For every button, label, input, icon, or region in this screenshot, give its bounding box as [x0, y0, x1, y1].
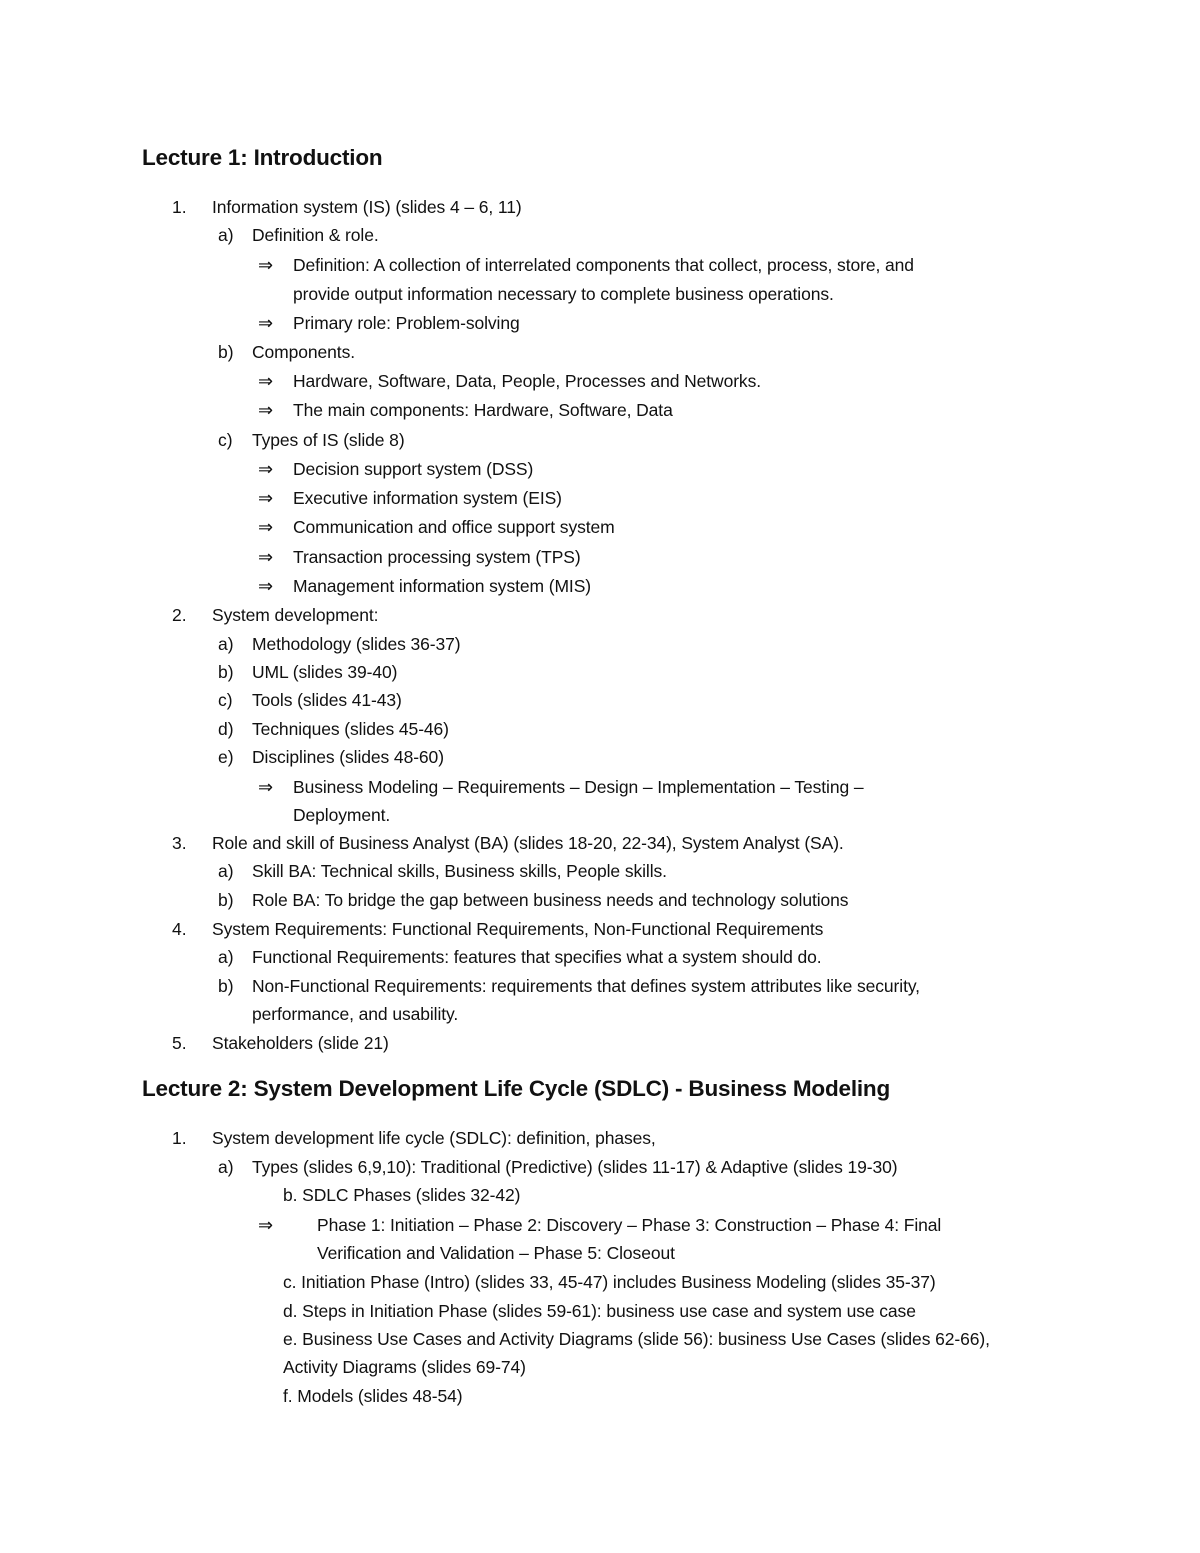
list-item-text: Functional Requirements: features that specifies what a system should do. [252, 947, 822, 967]
list-item-text: Decision support system (DSS) [293, 459, 534, 479]
list-item-text: Transaction processing system (TPS) [293, 547, 581, 567]
list-item-text: Primary role: Problem-solving [293, 313, 520, 333]
list-item-text: performance, and usability. [252, 1004, 459, 1024]
list-item-text: Role BA: To bridge the gap between business needs and technology solutions [252, 890, 849, 910]
item-letter: a) [218, 225, 234, 245]
list-item-text: c. Initiation Phase (Intro) (slides 33, 45-47) includes Business Modeling (slides 35-37) [283, 1272, 936, 1292]
arrow-icon: ⇒ [258, 777, 274, 797]
arrow-icon: ⇒ [258, 255, 274, 275]
list-item-text: d. Steps in Initiation Phase (slides 59-61): business use case and system use case [283, 1301, 916, 1321]
list-item-text: e. Business Use Cases and Activity Diagrams (slide 56): business Use Cases (slides 62-66), [283, 1329, 990, 1349]
item-letter: a) [218, 861, 234, 881]
arrow-icon: ⇒ [258, 313, 274, 333]
item-number: 4. [172, 919, 187, 939]
list-item-text: The main components: Hardware, Software, Data [293, 400, 673, 420]
item-letter: c) [218, 430, 233, 450]
lecture-2-heading: Lecture 2: System Development Life Cycle (SDLC) - Business Modeling [142, 1076, 891, 1101]
arrow-icon: ⇒ [258, 547, 274, 567]
item-number: 5. [172, 1033, 187, 1053]
item-letter: a) [218, 947, 234, 967]
list-item-text: Stakeholders (slide 21) [212, 1033, 389, 1053]
list-item-text: Non-Functional Requirements: requirements that defines system attributes like security, [252, 976, 920, 996]
list-item-text: f. Models (slides 48-54) [283, 1386, 463, 1406]
list-item-text: Hardware, Software, Data, People, Processes and Networks. [293, 371, 761, 391]
list-item-text: Deployment. [293, 805, 391, 825]
list-item-text: UML (slides 39-40) [252, 662, 398, 682]
list-item-text: Business Modeling – Requirements – Design – Implementation – Testing – [293, 777, 864, 797]
arrow-icon: ⇒ [258, 1215, 274, 1235]
list-item-text: Management information system (MIS) [293, 576, 591, 596]
list-item-text: Phase 1: Initiation – Phase 2: Discovery – Phase 3: Construction – Phase 4: Final [317, 1215, 942, 1235]
item-letter: b) [218, 890, 234, 910]
arrow-icon: ⇒ [258, 576, 274, 596]
list-item-text: Skill BA: Technical skills, Business skills, People skills. [252, 861, 667, 881]
list-item-text: b. SDLC Phases (slides 32-42) [283, 1185, 521, 1205]
list-item-text: System development: [212, 605, 379, 625]
item-letter: a) [218, 1157, 234, 1177]
item-letter: b) [218, 976, 234, 996]
list-item-text: Communication and office support system [293, 517, 615, 537]
list-item-text: Verification and Validation – Phase 5: Closeout [317, 1243, 675, 1263]
item-letter: e) [218, 747, 234, 767]
arrow-icon: ⇒ [258, 488, 274, 508]
item-letter: a) [218, 634, 234, 654]
list-item-text: Methodology (slides 36-37) [252, 634, 461, 654]
item-letter: b) [218, 662, 234, 682]
item-number: 2. [172, 605, 187, 625]
list-item-text: provide output information necessary to complete business operations. [293, 284, 834, 304]
list-item-text: Techniques (slides 45-46) [252, 719, 449, 739]
list-item-text: Definition: A collection of interrelated components that collect, process, store, and [293, 255, 914, 275]
arrow-icon: ⇒ [258, 400, 274, 420]
arrow-icon: ⇒ [258, 371, 274, 391]
list-item-text: Executive information system (EIS) [293, 488, 562, 508]
list-item-text: Types (slides 6,9,10): Traditional (Predictive) (slides 11-17) & Adaptive (slides 19-30) [252, 1157, 898, 1177]
list-item-text: Components. [252, 342, 355, 362]
item-letter: b) [218, 342, 234, 362]
list-item-text: Tools (slides 41-43) [252, 690, 402, 710]
item-number: 1. [172, 197, 187, 217]
item-letter: d) [218, 719, 234, 739]
list-item-text: Activity Diagrams (slides 69-74) [283, 1357, 526, 1377]
item-number: 1. [172, 1128, 187, 1148]
list-item-text: System development life cycle (SDLC): definition, phases, [212, 1128, 656, 1148]
list-item-text: Types of IS (slide 8) [252, 430, 405, 450]
item-letter: c) [218, 690, 233, 710]
arrow-icon: ⇒ [258, 517, 274, 537]
list-item-text: Disciplines (slides 48-60) [252, 747, 444, 767]
item-number: 3. [172, 833, 187, 853]
arrow-icon: ⇒ [258, 459, 274, 479]
list-item-text: System Requirements: Functional Requirements, Non-Functional Requirements [212, 919, 824, 939]
list-item-text: Information system (IS) (slides 4 – 6, 11) [212, 197, 522, 217]
lecture-1-heading: Lecture 1: Introduction [142, 145, 383, 170]
list-item-text: Definition & role. [252, 225, 379, 245]
list-item-text: Role and skill of Business Analyst (BA) (slides 18-20, 22-34), System Analyst (SA). [212, 833, 844, 853]
